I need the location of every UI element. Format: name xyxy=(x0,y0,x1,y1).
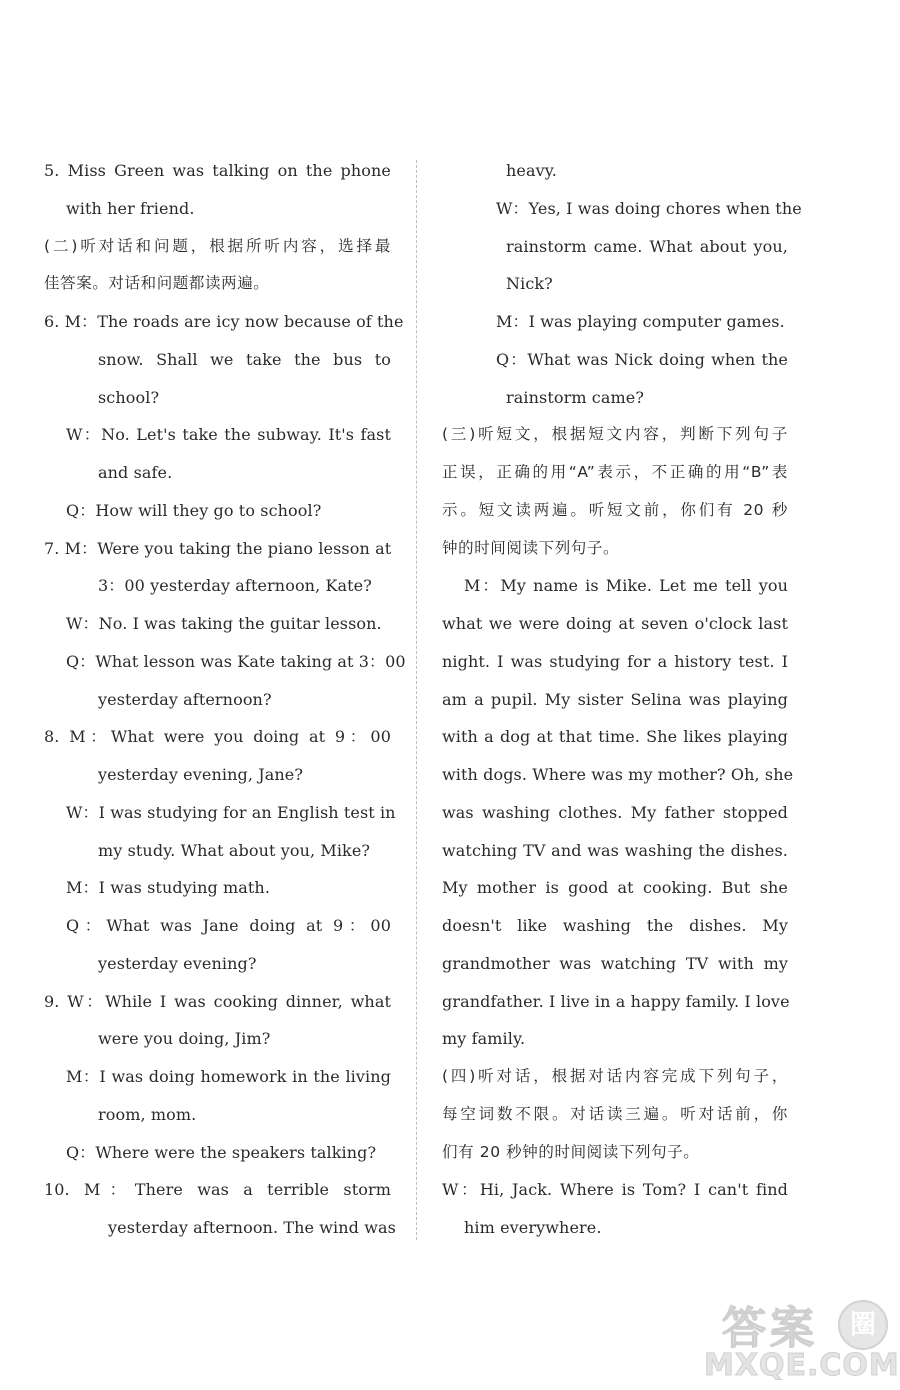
text-line: snow. Shall we take the bus to xyxy=(98,349,391,369)
text-line: 3：00 yesterday afternoon, Kate? xyxy=(98,576,372,596)
text-line: 6. M：The roads are icy now because of the xyxy=(44,312,404,331)
text-line: heavy. xyxy=(506,161,557,180)
text-line: W：Yes, I was doing chores when the xyxy=(496,198,802,218)
text-line: yesterday afternoon? xyxy=(98,689,272,709)
text-line: M：My name is Mike. Let me tell you xyxy=(464,576,788,596)
text-line: yesterday evening, Jane? xyxy=(98,765,303,784)
text-line: and safe. xyxy=(98,463,173,482)
text-line: my family. xyxy=(442,1029,526,1049)
text-line: was washing clothes. My father stopped xyxy=(442,802,788,822)
text-line: (三)听短文，根据短文内容，判断下列句子 xyxy=(442,425,788,444)
text-line: night. I was studying for a history test. I xyxy=(442,651,788,671)
watermark-top-text: 答案 xyxy=(722,1303,818,1354)
left-text-column xyxy=(44,152,406,1247)
text-line: am a pupil. My sister Selina was playing xyxy=(442,689,788,709)
column-divider xyxy=(416,160,417,1240)
watermark-badge: 圈 xyxy=(838,1300,888,1350)
text-line: 示。短文读两遍。听短文前，你们有 20 秒 xyxy=(442,500,788,519)
text-line: 佳答案。对话和问题都读两遍。 xyxy=(44,274,270,293)
text-line: (四)听对话，根据对话内容完成下列句子， xyxy=(442,1067,788,1085)
text-line: 5. Miss Green was talking on the phone xyxy=(44,161,391,180)
text-line: 8. M：What were you doing at 9：00 xyxy=(44,727,391,747)
watermark-logo xyxy=(688,1292,900,1388)
text-line: W：Hi, Jack. Where is Tom? I can't find xyxy=(442,1180,788,1200)
text-line: Q：Where were the speakers talking? xyxy=(66,1142,377,1162)
text-line: Q：What lesson was Kate taking at 3：00 xyxy=(66,651,406,671)
text-line: room, mom. xyxy=(98,1104,197,1124)
text-line: My mother is good at cooking. But she xyxy=(442,878,788,898)
text-line: doesn't like washing the dishes. My xyxy=(442,916,788,935)
text-line: Q：What was Jane doing at 9：00 xyxy=(66,916,391,935)
text-line: 每空词数不限。对话读三遍。听对话前，你 xyxy=(442,1104,788,1123)
text-line: 10. M：There was a terrible storm xyxy=(44,1180,391,1200)
text-line: 正误，正确的用“A”表示，不正确的用“B”表 xyxy=(442,463,788,481)
text-line: rainstorm came? xyxy=(506,387,645,407)
text-line: with a dog at that time. She likes playing xyxy=(442,727,788,747)
text-line: my study. What about you, Mike? xyxy=(98,840,371,860)
text-line: 9. W：While I was cooking dinner, what xyxy=(44,991,391,1011)
text-line: watching TV and was washing the dishes. xyxy=(442,840,788,860)
text-line: with her friend. xyxy=(66,198,195,218)
text-line: 们有 20 秒钟的时间阅读下列句子。 xyxy=(442,1142,700,1161)
right-text-column xyxy=(442,152,802,1247)
text-line: with dogs. Where was my mother? Oh, she xyxy=(442,765,794,784)
text-line: yesterday evening? xyxy=(98,953,257,973)
text-line: grandfather. I live in a happy family. I love xyxy=(442,991,790,1011)
text-line: grandmother was watching TV with my xyxy=(442,953,788,973)
text-line: M：I was studying math. xyxy=(66,878,271,898)
text-line: M：I was playing computer games. xyxy=(496,312,785,331)
text-line: him everywhere. xyxy=(464,1218,602,1237)
text-line: M：I was doing homework in the living xyxy=(66,1067,391,1086)
text-line: yesterday afternoon. The wind was xyxy=(108,1218,396,1237)
text-line: (二)听对话和问题，根据所听内容，选择最 xyxy=(44,236,391,255)
text-line: school? xyxy=(98,387,160,407)
text-line: W：No. Let's take the subway. It's fast xyxy=(66,425,391,445)
watermark-bottom-text: MXQE.COM xyxy=(704,1348,900,1383)
text-line: 钟的时间阅读下列句子。 xyxy=(442,538,620,557)
text-line: rainstorm came. What about you, xyxy=(506,236,788,256)
text-line: what we were doing at seven o'clock last xyxy=(442,614,788,633)
text-line: W：No. I was taking the guitar lesson. xyxy=(66,614,382,633)
text-line: 7. M：Were you taking the piano lesson at xyxy=(44,538,392,558)
text-line: W：I was studying for an English test in xyxy=(66,802,396,822)
text-line: were you doing, Jim? xyxy=(98,1029,271,1049)
text-line: Q：What was Nick doing when the xyxy=(496,349,788,369)
text-line: Q：How will they go to school? xyxy=(66,500,322,520)
text-line: Nick? xyxy=(506,274,553,294)
